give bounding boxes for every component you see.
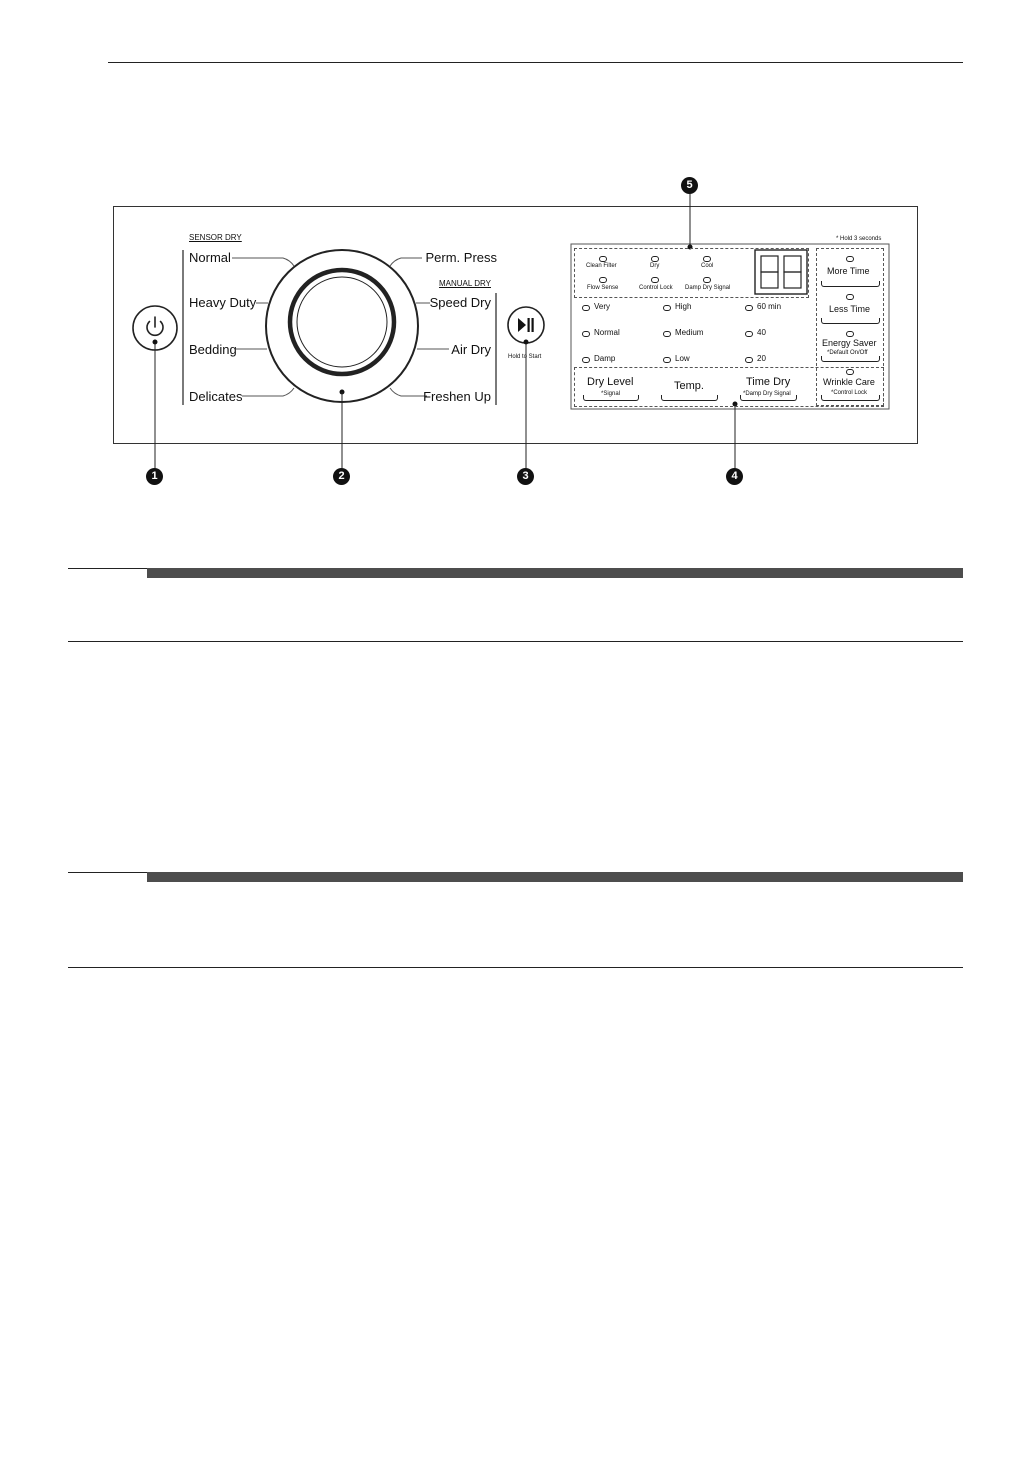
time-dry-sub: *Damp Dry Signal bbox=[743, 391, 791, 397]
time-40-led bbox=[745, 331, 753, 337]
damp-dry-signal-led bbox=[703, 277, 711, 283]
hold-to-start-label: Hold to Start bbox=[508, 354, 542, 360]
clean-filter-led bbox=[599, 256, 607, 262]
time-dry-button-underline bbox=[740, 395, 797, 401]
program-delicates[interactable]: Delicates bbox=[189, 389, 243, 404]
temp-button-underline bbox=[661, 395, 718, 401]
more-time-button[interactable]: More Time bbox=[827, 266, 870, 276]
program-speed-dry[interactable]: Speed Dry bbox=[429, 295, 491, 310]
dry-label: Dry bbox=[650, 263, 660, 269]
less-time-underline bbox=[821, 318, 880, 324]
time-60: 60 min bbox=[757, 302, 782, 311]
callout-3: 3 bbox=[517, 468, 534, 485]
wrinkle-care-underline bbox=[821, 395, 880, 401]
callout-5: 5 bbox=[681, 177, 698, 194]
program-heavy-duty[interactable]: Heavy Duty bbox=[189, 295, 257, 310]
wrinkle-care-sub: *Control Lock bbox=[831, 390, 868, 396]
dry-level-button[interactable]: Dry Level bbox=[587, 376, 634, 388]
less-time-button[interactable]: Less Time bbox=[829, 304, 871, 314]
callout-1: 1 bbox=[146, 468, 163, 485]
dry-level-sub: *Signal bbox=[601, 391, 621, 397]
dry-level-very: Very bbox=[594, 302, 611, 311]
temp-low: Low bbox=[675, 354, 690, 363]
dry-led bbox=[651, 256, 659, 262]
temp-medium-led bbox=[663, 331, 671, 337]
time-40: 40 bbox=[757, 328, 766, 337]
time-dry-button[interactable]: Time Dry bbox=[746, 376, 791, 388]
time-60-led bbox=[745, 305, 753, 311]
time-20: 20 bbox=[757, 354, 766, 363]
dry-level-button-underline bbox=[583, 395, 639, 401]
control-lock-label: Control Lock bbox=[639, 285, 673, 291]
temp-medium: Medium bbox=[675, 328, 704, 337]
temp-low-led bbox=[663, 357, 671, 363]
control-lock-led bbox=[651, 277, 659, 283]
program-perm-press[interactable]: Perm. Press bbox=[425, 250, 497, 265]
time-20-led bbox=[745, 357, 753, 363]
manual-dry-heading: MANUAL DRY bbox=[438, 279, 491, 288]
hold-3-seconds-note: * Hold 3 seconds bbox=[836, 236, 882, 242]
dry-level-damp: Damp bbox=[594, 354, 616, 363]
wrinkle-care-button[interactable]: Wrinkle Care bbox=[823, 377, 875, 387]
flow-sense-led bbox=[599, 277, 607, 283]
program-normal[interactable]: Normal bbox=[189, 250, 231, 265]
dry-level-normal: Normal bbox=[594, 328, 620, 337]
energy-saver-button[interactable]: Energy Saver bbox=[822, 338, 877, 348]
clean-filter-label: Clean Filter bbox=[586, 263, 617, 269]
power-icon bbox=[147, 317, 163, 335]
program-freshen-up[interactable]: Freshen Up bbox=[423, 389, 491, 404]
cool-led bbox=[703, 256, 711, 262]
callout-4: 4 bbox=[726, 468, 743, 485]
cool-label: Cool bbox=[701, 263, 714, 269]
energy-saver-led bbox=[846, 331, 854, 337]
wrinkle-care-led bbox=[846, 369, 854, 375]
less-time-led bbox=[846, 294, 854, 300]
temp-high: High bbox=[675, 302, 692, 311]
dry-level-very-led bbox=[582, 305, 590, 311]
temp-button[interactable]: Temp. bbox=[674, 380, 704, 392]
program-air-dry[interactable]: Air Dry bbox=[451, 342, 491, 357]
flow-sense-label: Flow Sense bbox=[587, 285, 619, 291]
callout-2: 2 bbox=[333, 468, 350, 485]
temp-high-led bbox=[663, 305, 671, 311]
dial-knob bbox=[290, 270, 394, 374]
damp-dry-signal-label: Damp Dry Signal bbox=[685, 285, 731, 291]
program-bedding[interactable]: Bedding bbox=[189, 342, 237, 357]
dry-level-damp-led bbox=[582, 357, 590, 363]
energy-saver-sub: *Default On/Off bbox=[827, 350, 868, 356]
more-time-underline bbox=[821, 281, 880, 287]
dry-level-normal-led bbox=[582, 331, 590, 337]
play-pause-icon bbox=[518, 318, 534, 332]
sensor-dry-heading: SENSOR DRY bbox=[189, 233, 242, 242]
more-time-led bbox=[846, 256, 854, 262]
energy-saver-underline bbox=[821, 356, 880, 362]
